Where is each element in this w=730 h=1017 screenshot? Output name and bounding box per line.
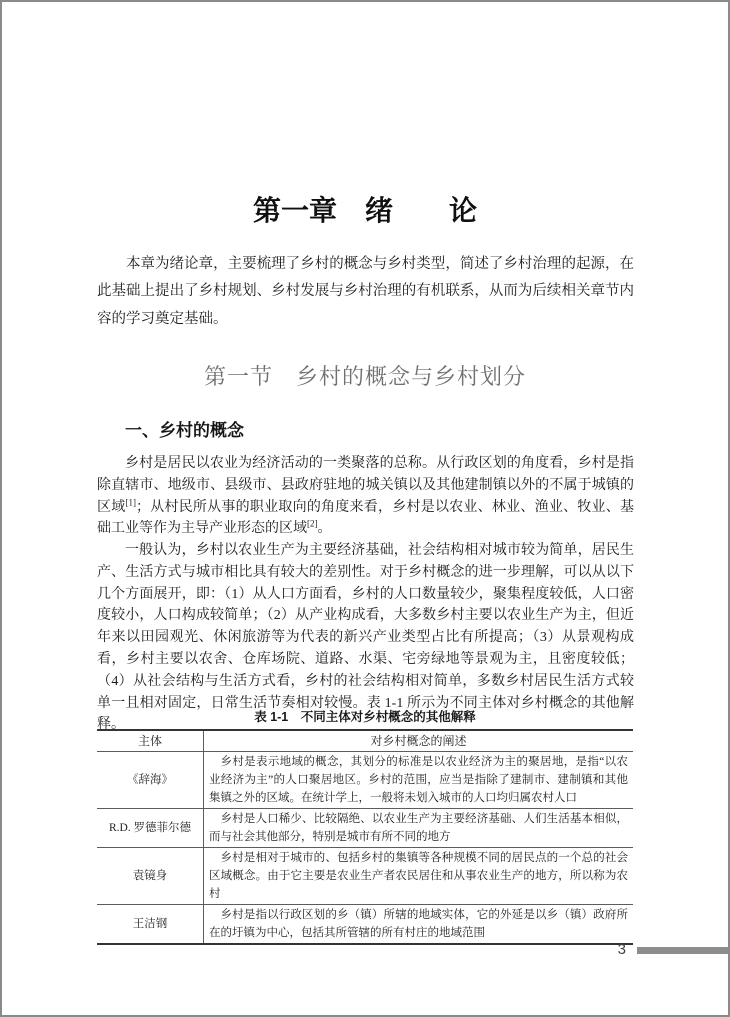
subject-cell: 《辞海》	[97, 752, 204, 809]
body-paragraph-1	[97, 453, 634, 540]
body-paragraph-2: 一般认为，乡村以农业生产为主要经济基础，社会结构相对城市较为简单，居民生产、生活方式与城市相比具有较大的差别性。对于乡村概念的进一步理解，可以从以下几个方面展开，即：（1）从人口方面看，乡村的人口数量较少，聚集程度较低，人口密度较小，人口构成较简单；（2）从产业构成看，大多数乡村主要以农业生产为主，但近年来以田园观光、休闲旅游等为代表的新兴产业类型占比有所提高；（3）从景观构成看，乡村主要以农舍、仓库场院、道路、水渠、宅旁绿地等景观为主，且密度较低；（4）从社会结构与生活方式看，乡村的社会结构相对简单，多数乡村居民生活方式较单一且相对固定，日常生活节奏相对较慢。表 1-1 所示为不同主体对乡村概念的其他解释。	[97, 543, 634, 733]
chapter-title: 第一章 绪 论	[252, 195, 477, 227]
paragraph-text: 。	[317, 521, 332, 537]
description-cell: 乡村是人口稀少、比较隔绝、以农业生产为主要经济基础、人们生活基本相似，而与社会其他部分，特别是城市有所不同的地方	[204, 809, 634, 848]
footnote-ref-2: [2]	[307, 518, 318, 529]
footnote-ref-1: [1]	[125, 496, 136, 507]
table-caption: 表 1-1 不同主体对乡村概念的其他解释	[254, 710, 476, 724]
concept-table	[97, 729, 633, 945]
section-title: 第一节 乡村的概念与乡村划分	[203, 364, 526, 390]
table-row	[97, 752, 633, 809]
chapter-abstract: 本章为绪论章，主要梳理了乡村的概念与乡村类型，简述了乡村治理的起源，在此基础上提出了乡村规划、乡村发展与乡村治理的有机联系，从而为后续相关章节内容的学习奠定基础。	[97, 255, 634, 327]
subject-cell: R.D. 罗德菲尔德	[97, 809, 204, 848]
paragraph-text: 乡村是居民以农业为经济活动的一类聚落的总称。从行政区划的角度看，乡村是指除直辖市、地级市、县级市、县政府驻地的城关镇以及其他建制镇以外的不属于城镇的区域	[97, 456, 634, 515]
description-cell: 乡村是相对于城市的、包括乡村的集镇等各种规模不同的居民点的一个总的社会区域概念。由于它主要是农业生产者农民居住和从事农业生产的地方，所以称为农村	[204, 848, 634, 905]
description-cell: 乡村是表示地域的概念，其划分的标准是以农业经济为主的聚居地，是指“以农业经济为主”的人口聚居地区。乡村的范围，应当是指除了建制市、建制镇和其他集镇之外的区域。在统计学上，一般将未划入城市的人口均归属农村人口	[204, 752, 634, 809]
table-row	[97, 848, 633, 905]
subsection-heading: 一、乡村的概念	[125, 421, 244, 440]
table-row	[97, 905, 633, 945]
page-number: 3	[617, 941, 626, 958]
table-header-subject: 主体	[97, 730, 204, 752]
paragraph-text: ；从村民所从事的职业取向的角度来看，乡村是以农业、林业、渔业、牧业、基础工业等作为主导产业形态的区域	[97, 499, 635, 537]
table-row	[97, 809, 633, 848]
footer-bar	[637, 947, 728, 954]
description-cell: 乡村是指以行政区划的乡（镇）所辖的地域实体，它的外延是以乡（镇）政府所在的圩镇为中心，包括其所管辖的所有村庄的地域范围	[209, 909, 628, 939]
subject-cell: 王洁钢	[97, 905, 204, 945]
subject-cell: 袁镜身	[97, 848, 204, 905]
table-header-description: 对乡村概念的阐述	[204, 730, 634, 752]
table-header-row	[97, 730, 633, 752]
